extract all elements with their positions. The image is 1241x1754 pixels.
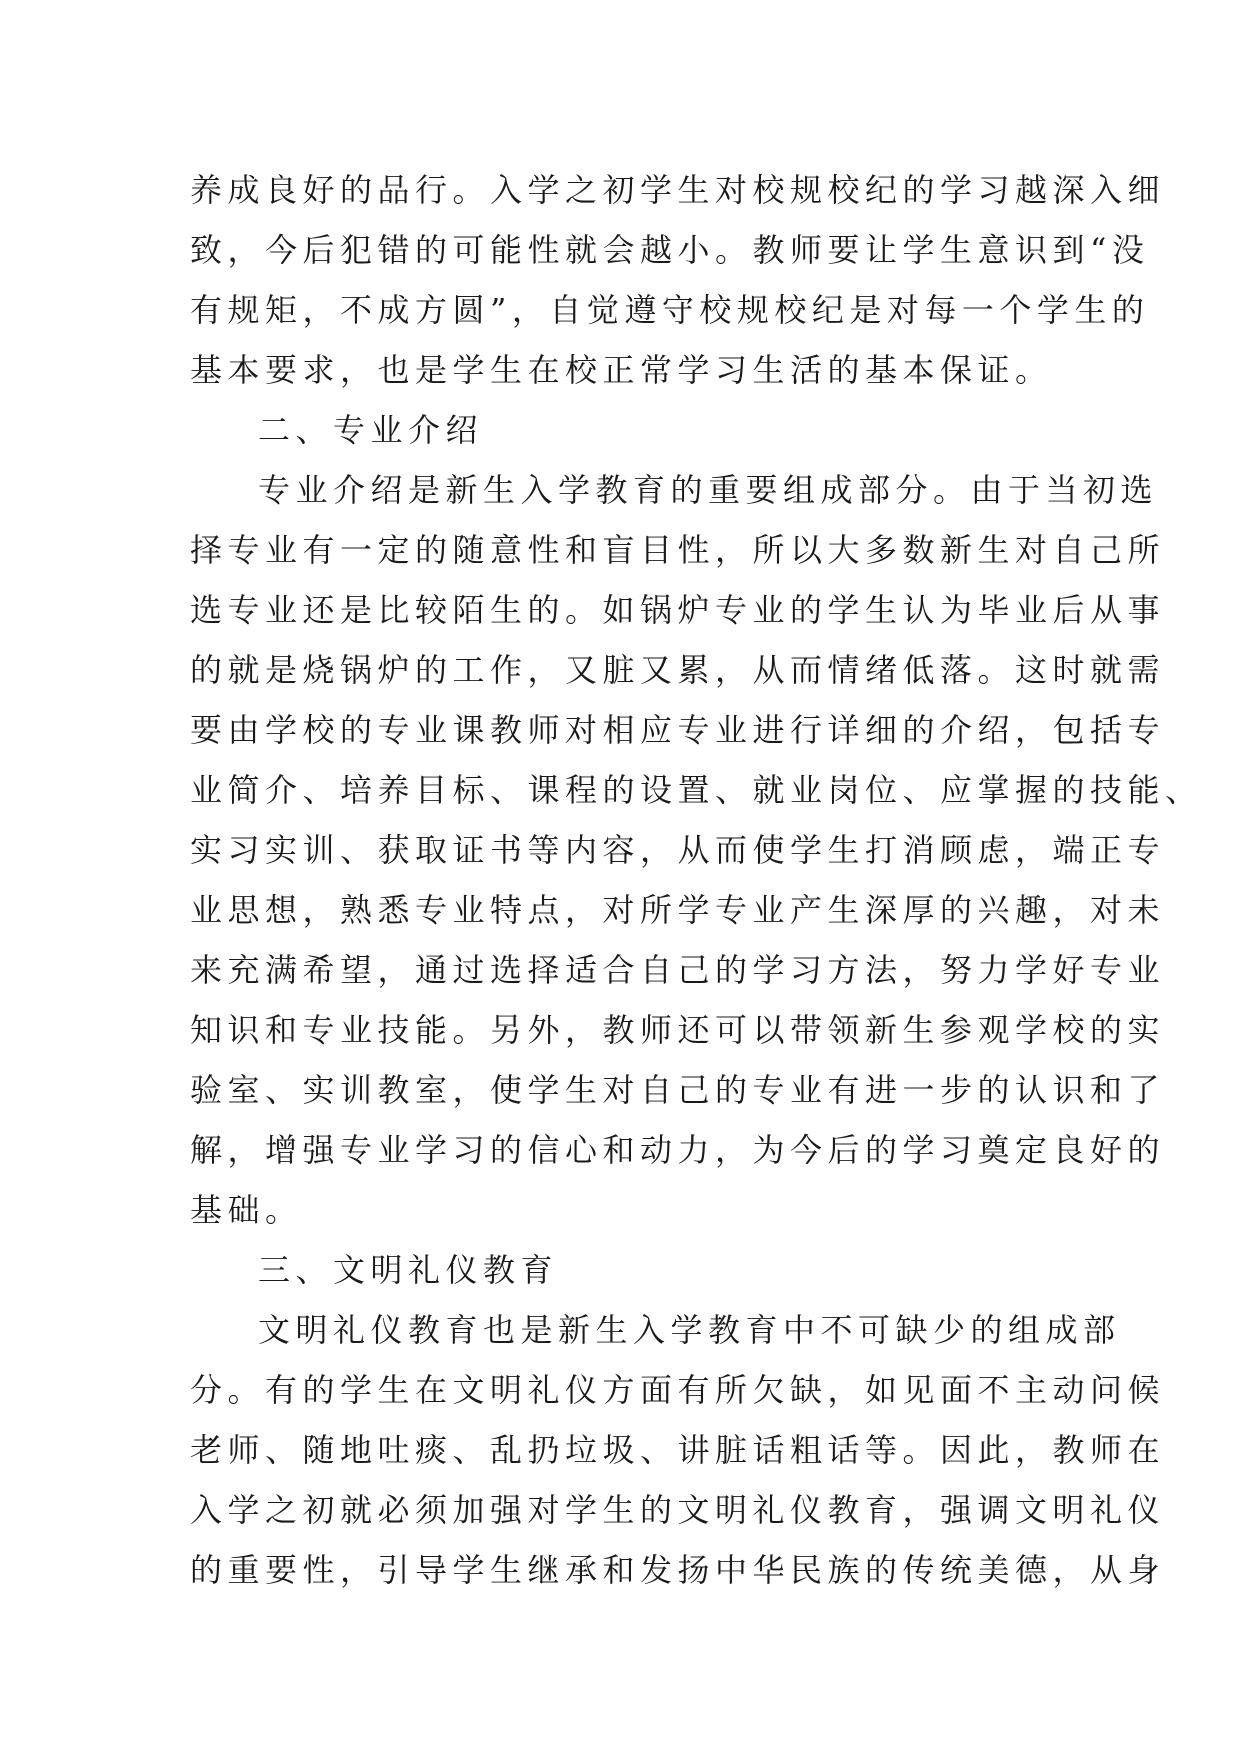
section-heading: 二、专业介绍 — [258, 411, 484, 449]
paragraph-line: 有规矩，不成方圆”，自觉遵守校规校纪是对每一个学生的 — [190, 291, 1150, 329]
text-column — [190, 160, 1203, 1600]
paragraph-line: 养成良好的品行。入学之初学生对校规校纪的学习越深入细 — [190, 171, 1166, 209]
paragraph-first-line: 专业介绍是新生入学教育的重要组成部分。由于当初选 — [258, 471, 1159, 509]
paragraph-line: 验室、实训教室，使学生对自己的专业有进一步的认识和了 — [190, 1071, 1166, 1109]
section-heading: 三、文明礼仪教育 — [258, 1251, 559, 1289]
paragraph-line: 老师、随地吐痰、乱扔垃圾、讲脏话粗话等。因此，教师在 — [190, 1431, 1166, 1469]
paragraph-line: 基本要求，也是学生在校正常学习生活的基本保证。 — [190, 351, 1053, 389]
paragraph-line: 基础。 — [190, 1191, 303, 1229]
paragraph-line: 来充满希望，通过选择适合自己的学习方法，努力学好专业 — [190, 951, 1166, 989]
paragraph-line: 的重要性，引导学生继承和发扬中华民族的传统美德，从身 — [190, 1551, 1166, 1589]
paragraph-line: 择专业有一定的随意性和盲目性，所以大多数新生对自己所 — [190, 531, 1166, 569]
paragraph-line: 解，增强专业学习的信心和动力，为今后的学习奠定良好的 — [190, 1131, 1166, 1169]
paragraph-line: 的就是烧锅炉的工作，又脏又累，从而情绪低落。这时就需 — [190, 651, 1166, 689]
paragraph-line: 业简介、培养目标、课程的设置、就业岗位、应掌握的技能、 — [190, 771, 1203, 809]
paragraph-line: 分。有的学生在文明礼仪方面有所欠缺，如见面不主动问候 — [190, 1371, 1166, 1409]
paragraph-line: 选专业还是比较陌生的。如锅炉专业的学生认为毕业后从事 — [190, 591, 1166, 629]
paragraph-line: 致，今后犯错的可能性就会越小。教师要让学生意识到“没 — [190, 231, 1150, 269]
paragraph-first-line: 文明礼仪教育也是新生入学教育中不可缺少的组成部 — [258, 1311, 1121, 1349]
paragraph-line: 知识和专业技能。另外，教师还可以带领新生参观学校的实 — [190, 1011, 1166, 1049]
paragraph-line: 要由学校的专业课教师对相应专业进行详细的介绍，包括专 — [190, 711, 1166, 749]
paragraph-line: 业思想，熟悉专业特点，对所学专业产生深厚的兴趣，对未 — [190, 891, 1166, 929]
paragraph-line: 入学之初就必须加强对学生的文明礼仪教育，强调文明礼仪 — [190, 1491, 1166, 1529]
paragraph-line: 实习实训、获取证书等内容，从而使学生打消顾虑，端正专 — [190, 831, 1166, 869]
